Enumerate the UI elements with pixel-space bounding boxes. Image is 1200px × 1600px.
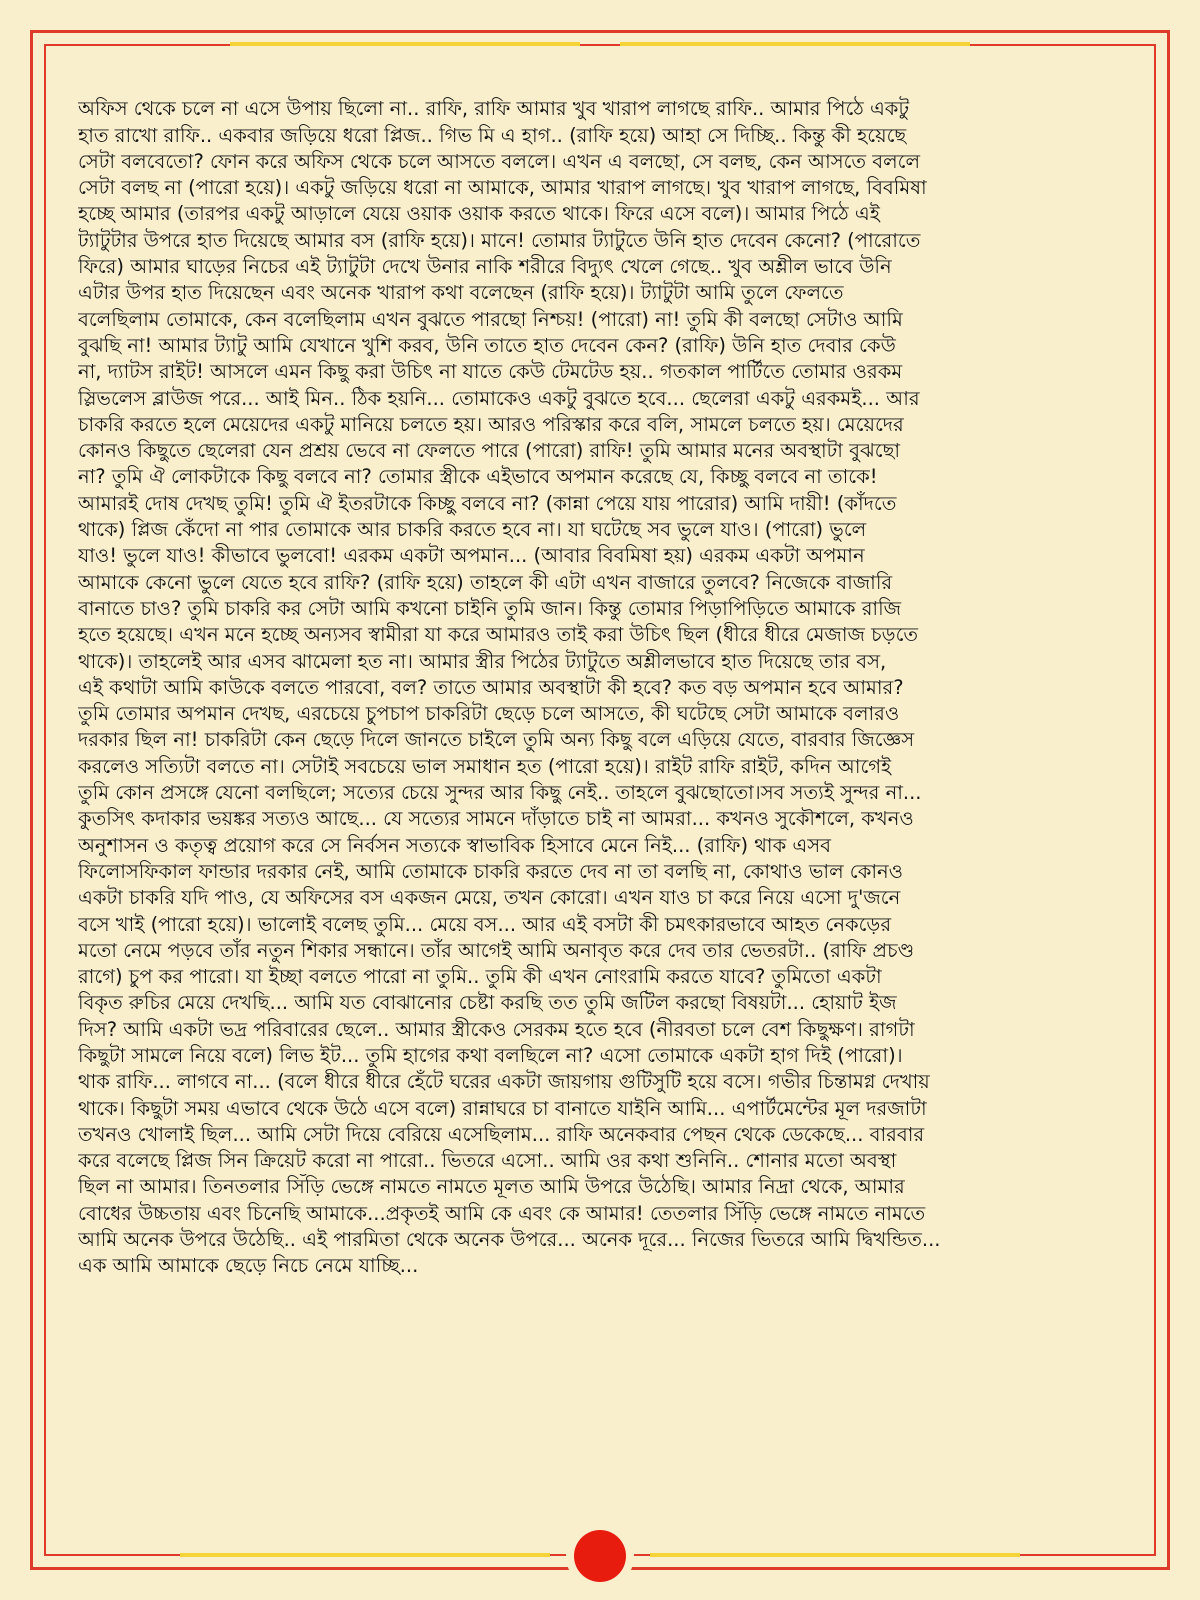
text-line: আমারই দোষ দেখছ তুমি! তুমি ঐ ইতরটাকে কিচ্ছু বলবে না? (কান্না পেয়ে যায় পারোর) আমি দায়ী! (কাঁদতে — [78, 491, 897, 515]
text-line: না? তুমি ঐ লোকটাকে কিছু বলবে না? তোমার স্ত্রীকে এইভাবে অপমান করেছে যে, কিচ্ছু বলবে না তাকে! — [78, 465, 878, 489]
text-line: দরকার ছিল না! চাকরিটা কেন ছেড়ে দিলে জানতে চাইলে তুমি অন্য কিছু বলে এড়িয়ে যেতে, বারবার জিজ্ঞেস — [78, 728, 915, 752]
top-right-gold-accent — [620, 42, 970, 46]
text-line: অনুশাসন ও কতৃত্ব প্রয়োগ করে সে নির্বসন সত্যকে স্বাভাবিক হিসাবে মেনে নিই... (রাফি) থাক এসব — [78, 833, 831, 857]
text-line: ফিলোসফিকাল ফান্ডার দরকার নেই, আমি তোমাকে চাকরি করতে দেব না তা বলছি না, কোথাও ভাল কোনও — [78, 859, 904, 883]
text-line: থাকে। কিছুটা সময় এভাবে থেকে উঠে এসে বলে) রান্নাঘরে চা বানাতে যাইনি আমি... এপার্টমেন্টের মূল দরজাটা — [78, 1096, 927, 1120]
text-line: যাও! ভুলে যাও! কীভাবে ভুলবো! এরকম একটা অপমান... (আবার বিবমিষা হয়) এরকম একটা অপমান — [78, 544, 865, 568]
bottom-left-gold-accent — [180, 1553, 550, 1557]
text-line: করলেও সত্যিটা বলতে না। সেটাই সবচেয়ে ভাল সমাধান হত (পারো হয়ে)। রাইট রাফি রাইট, কদিন আগেই — [78, 754, 892, 778]
red-circle-ornament — [574, 1530, 626, 1582]
text-line: স্লিভলেস ব্লাউজ পরে... আই মিন.. ঠিক হয়নি... তোমাকেও একটু বুঝতে হবে... ছেলেরা একটু এরকমই... আর — [78, 386, 920, 410]
top-left-gold-accent — [230, 42, 580, 46]
text-line: এই কথাটা আমি কাউকে বলতে পারবো, বল? তাতে আমার অবস্থাটা কী হবে? কত বড় অপমান হবে আমার? — [78, 675, 904, 699]
text-line: চাকরি করতে হলে মেয়েদের একটু মানিয়ে চলতে হয়। আরও পরিস্কার করে বলি, সামলে চলতে হয়। মেয়েদের — [78, 412, 904, 436]
text-line: করে বলেছে প্লিজ সিন ক্রিয়েট করো না পারো.. ভিতরে এসো.. আমি ওর কথা শুনিনি.. শোনার মতো অবস্থা — [78, 1149, 897, 1173]
text-line: দিস? আমি একটা ভদ্র পরিবারের ছেলে.. আমার স্ত্রীকেও সেরকম হতে হবে (নীরবতা চলে বেশ কিছুক্ষণ। রাগটা — [78, 1017, 915, 1041]
text-line: ছিল না আমার। তিনতলার সিঁড়ি ভেঙ্গে নামতে নামতে মূলত আমি উপরে উঠেছি। আমার নিদ্রা থেকে, আমার — [78, 1175, 905, 1199]
text-line: বিকৃত রুচির মেয়ে দেখছি... আমি যত বোঝানোর চেষ্টা করছি তত তুমি জটিল করছো বিষয়টা... হোয়াট ইজ — [78, 991, 897, 1015]
text-line: কুতসিৎ কদাকার ভয়ঙ্কর সত্যও আছে... যে সত্যের সামনে দাঁড়াতে চাই না আমরা... কখনও সুকৌশলে, কখনও — [78, 807, 914, 831]
text-line: সেটা বলছ না (পারো হয়ে)। একটু জড়িয়ে ধরো না আমাকে, আমার খারাপ লাগছে। খুব খারাপ লাগছে, বিবমিষা — [78, 176, 927, 200]
text-line: তখনও খোলাই ছিল... আমি সেটা দিয়ে বেরিয়ে এসেছিলাম... রাফি অনেকবার পেছন থেকে ডেকেছে... বারবার — [78, 1122, 925, 1146]
text-line: ট্যাটুটার উপরে হাত দিয়েছে আমার বস (রাফি হয়ে)। মানে! তোমার ট্যাটুতে উনি হাত দেবেন কেনো? (পারোতে — [78, 228, 921, 252]
text-line: বলেছিলাম তোমাকে, কেন বলেছিলাম এখন বুঝতে পারছো নিশ্চয়! (পারো) না! তুমি কী বলছো সেটাও আমি — [78, 307, 903, 331]
text-line: বুঝছি না! আমার ট্যাটু আমি যেখানে খুশি করব, উনি তাতে হাত দেবেন কেন? (রাফি) উনি হাত দেবার কেউ — [78, 333, 896, 357]
text-line: হাত রাখো রাফি.. একবার জড়িয়ে ধরো প্লিজ.. গিভ মি এ হাগ.. (রাফি হয়ে) আহা সে দিচ্ছি.. কিন্তু কী হয়েছে — [78, 123, 907, 147]
text-line: অফিস থেকে চলে না এসে উপায় ছিলো না.. রাফি, রাফি আমার খুব খারাপ লাগছে রাফি.. আমার পিঠে একটু — [78, 97, 910, 121]
text-line: হচ্ছে আমার (তারপর একটু আড়ালে যেয়ে ওয়াক ওয়াক করতে থাকে। ফিরে এসে বলে)। আমার পিঠে এই — [78, 202, 880, 226]
text-line: বোধের উচ্চতায় এবং চিনেছি আমাকে...প্রকৃতই আমি কে এবং কে আমার! তেতলার সিঁড়ি ভেঙ্গে নামতে নামতে — [78, 1201, 926, 1225]
text-line: কিছুটা সামলে নিয়ে বলে) লিভ ইট... তুমি হাগের কথা বলছিলে না? এসো তোমাকে একটা হাগ দিই (পারো)। — [78, 1043, 903, 1067]
text-line: তুমি কোন প্রসঙ্গে যেনো বলছিলে; সত্যের চেয়ে সুন্দর আর কিছু নেই.. তাহলে বুঝছোতো।সব সত্যই সুন্দর না... — [78, 781, 922, 805]
text-line: না, দ্যাটস রাইট! আসলে এমন কিছু করা উচিৎ না যাতে কেউ টেমটেড হয়.. গতকাল পার্টিতে তোমার ওরকম — [78, 360, 903, 384]
body-text — [78, 70, 1124, 1510]
text-line: তুমি তোমার অপমান দেখছ, এরচেয়ে চুপচাপ চাকরিটা ছেড়ে চলে আসতে, কী ঘটেছে সেটা আমাকে বলারও — [78, 702, 900, 726]
text-line: এটার উপর হাত দিয়েছেন এবং অনেক খারাপ কথা বলেছেন (রাফি হয়ে)। ট্যাটুটা আমি তুলে ফেলতে — [78, 281, 844, 305]
text-line: হতে হয়েছে। এখন মনে হচ্ছে অন্যসব স্বামীরা যা করে আমারও তাই করা উচিৎ ছিল (ধীরে ধীরে মেজাজ চড়তে — [78, 623, 919, 647]
bottom-right-gold-accent — [650, 1553, 1020, 1557]
text-line: থাকে) প্লিজ কেঁদো না পার তোমাকে আর চাকরি করতে হবে না। যা ঘটেছে সব ভুলে যাও। (পারো) ভুলে — [78, 518, 867, 542]
body-lines — [78, 96, 1124, 1279]
text-line: মতো নেমে পড়বে তাঁর নতুন শিকার সন্ধানে। তাঁর আগেই আমি অনাবৃত করে দেব তার ভেতরটা.. (রাফি প্রচণ্ড — [78, 938, 915, 962]
text-line: বানাতে চাও? তুমি চাকরি কর সেটা আমি কখনো চাইনি তুমি জান। কিন্তু তোমার পিড়াপিড়িতে আমাকে রাজি — [78, 596, 902, 620]
text-line: সেটা বলবেতো? ফোন করে অফিস থেকে চলে আসতে বললে। এখন এ বলছো, সে বলছ, কেন আসতে বললে — [78, 149, 921, 173]
text-line: বসে খাই (পারো হয়ে)। ভালোই বলেছ তুমি... মেয়ে বস... আর এই বসটা কী চমৎকারভাবে আহত নেকড়ের — [78, 912, 892, 936]
text-line: আমি অনেক উপরে উঠেছি.. এই পারমিতা থেকে অনেক উপরে... অনেক দূরে... নিজের ভিতরে আমি দ্বিখন্ডিত... — [78, 1228, 941, 1252]
text-line: এক আমি আমাকে ছেড়ে নিচে নেমে যাচ্ছি... — [78, 1254, 419, 1278]
text-line: কোনও কিছুতে ছেলেরা যেন প্রশ্রয় ভেবে না ফেলতে পারে (পারো) রাফি! তুমি আমার মনের অবস্থাটা বুঝছো — [78, 439, 901, 463]
text-line: ফিরে) আমার ঘাড়ের নিচের এই ট্যাটুটা দেখে উনার নাকি শরীরে বিদ্যুৎ খেলে গেছে.. খুব অশ্লীল ভাবে উনি — [78, 255, 892, 279]
text-line: রাগে) চুপ কর পারো। যা ইচ্ছা বলতে পারো না তুমি.. তুমি কী এখন নোংরামি করতে যাবে? তুমিতো একটা — [78, 965, 882, 989]
text-line: আমাকে কেনো ভুলে যেতে হবে রাফি? (রাফি হয়ে) তাহলে কী এটা এখন বাজারে তুলবে? নিজেকে বাজারি — [78, 570, 893, 594]
text-line: থাকে)। তাহলেই আর এসব ঝামেলা হত না। আমার স্ত্রীর পিঠের ট্যাটুতে অশ্লীলভাবে হাত দিয়েছে তার বস, — [78, 649, 887, 673]
text-line: থাক রাফি... লাগবে না... (বলে ধীরে ধীরে হেঁটে ঘরের একটা জায়গায় গুটিসুটি হয়ে বসে। গভীর চিন্তামগ্ন দেখায় — [78, 1070, 930, 1094]
text-line: একটা চাকরি যদি পাও, যে অফিসের বস একজন মেয়ে, তখন কোরো। এখন যাও চা করে নিয়ে এসো দু'জনে — [78, 886, 901, 910]
